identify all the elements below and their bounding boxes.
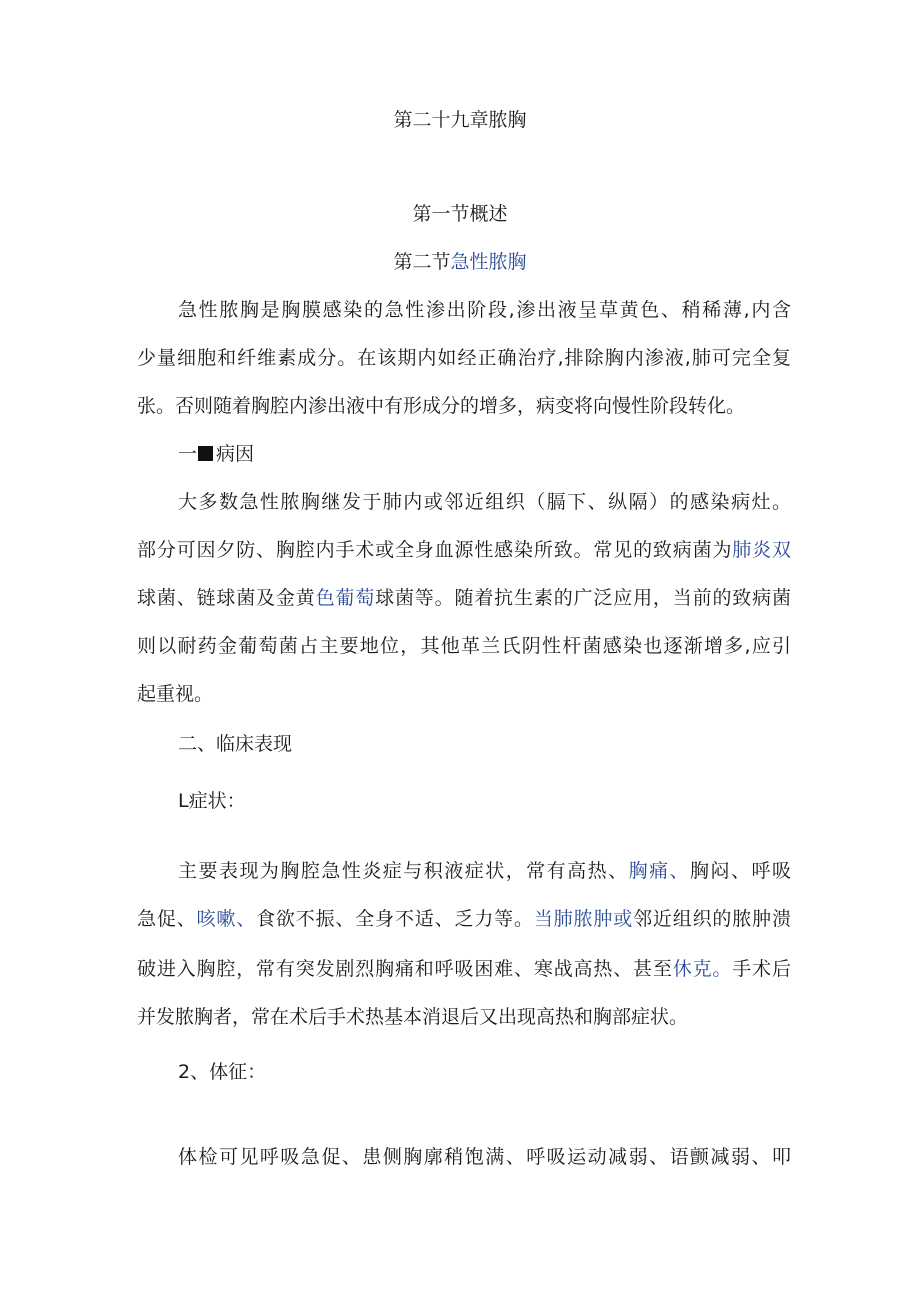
section-2-title [0,249,920,275]
etiology-line-5: 起重视。 [137,683,214,705]
link-lung-abscess[interactable]: 当肺脓肿或 [533,908,634,930]
symptoms-line-1-b: 胸闷、呼吸 [690,860,791,882]
symptoms-line-2-c: 邻近组织的脓肿溃 [633,908,791,930]
link-chest-pain[interactable]: 胸痛、 [628,860,691,882]
etiology-heading [178,441,791,467]
symptoms-line-2-a: 急促、 [137,908,197,930]
etiology-line-2-text: 部分可因夕防、胸腔内手术或全身血源性感染所致。常见的致病菌为 [137,539,733,561]
link-staphylococcus[interactable]: 色葡萄 [315,587,376,609]
section-2-prefix: 第二节 [393,251,451,273]
etiology-line-3-a: 球菌、链球菌及金黄 [137,587,316,609]
etiology-label: 病因 [216,443,255,465]
symptoms-line-4: 并发脓胸者，常在术后手术热基本消退后又出现高热和胸部症状。 [137,1006,689,1028]
etiology-line-2 [137,537,791,563]
symptoms-heading: L症状： [178,790,246,812]
intro-line-3: 张。否则随着胸腔内渗出液中有形成分的增多，病变将向慢性阶段转化。 [137,395,746,417]
etiology-line-1: 大多数急性脓胸继发于肺内或邻近组织（膈下、纵隔）的感染病灶。 [178,491,791,513]
link-pneumococcus[interactable]: 肺炎双 [732,539,791,561]
etiology-line-4: 则以耐药金葡萄菌占主要地位，其他革兰氏阴性杆菌感染也逐渐增多,应引 [137,635,791,657]
chapter-title: 第二十九章脓胸 [393,109,527,131]
etiology-number: 一 [178,443,198,465]
section-2-link[interactable]: 急性脓胸 [450,251,527,273]
symptoms-line-1 [178,858,791,884]
etiology-line-3 [137,585,791,611]
symptoms-line-3 [137,956,791,982]
intro-line-2: 少量细胞和纤维素成分。在该期内如经正确治疗,排除胸内渗液,肺可完全复 [137,347,791,369]
intro-line-1: 急性脓胸是胸膜感染的急性渗出阶段,渗出液呈草黄色、稍稀薄,内含 [178,299,791,321]
link-shock[interactable]: 休克。 [672,958,733,980]
square-bullet-icon [198,446,213,461]
signs-heading: 2、体征： [178,1061,267,1083]
symptoms-line-3-b: 手术后 [732,958,791,980]
symptoms-line-3-a: 破进入胸腔，常有突发剧烈胸痛和呼吸困难、寒战高热、甚至 [137,958,673,980]
symptoms-line-2 [137,906,791,932]
symptoms-line-2-b: 食欲不振、全身不适、乏力等。 [256,908,534,930]
symptoms-line-1-a: 主要表现为胸腔急性炎症与积液症状，常有高热、 [178,860,629,882]
section-1-title: 第一节概述 [412,203,508,225]
etiology-line-3-b: 球菌等。随着抗生素的广泛应用，当前的致病菌 [375,587,791,609]
link-cough[interactable]: 咳嗽、 [196,908,257,930]
clinical-heading: 二、临床表现 [178,733,293,755]
signs-line-1: 体检可见呼吸急促、患侧胸廓稍饱满、呼吸运动减弱、语颤减弱、叩 [178,1146,791,1168]
